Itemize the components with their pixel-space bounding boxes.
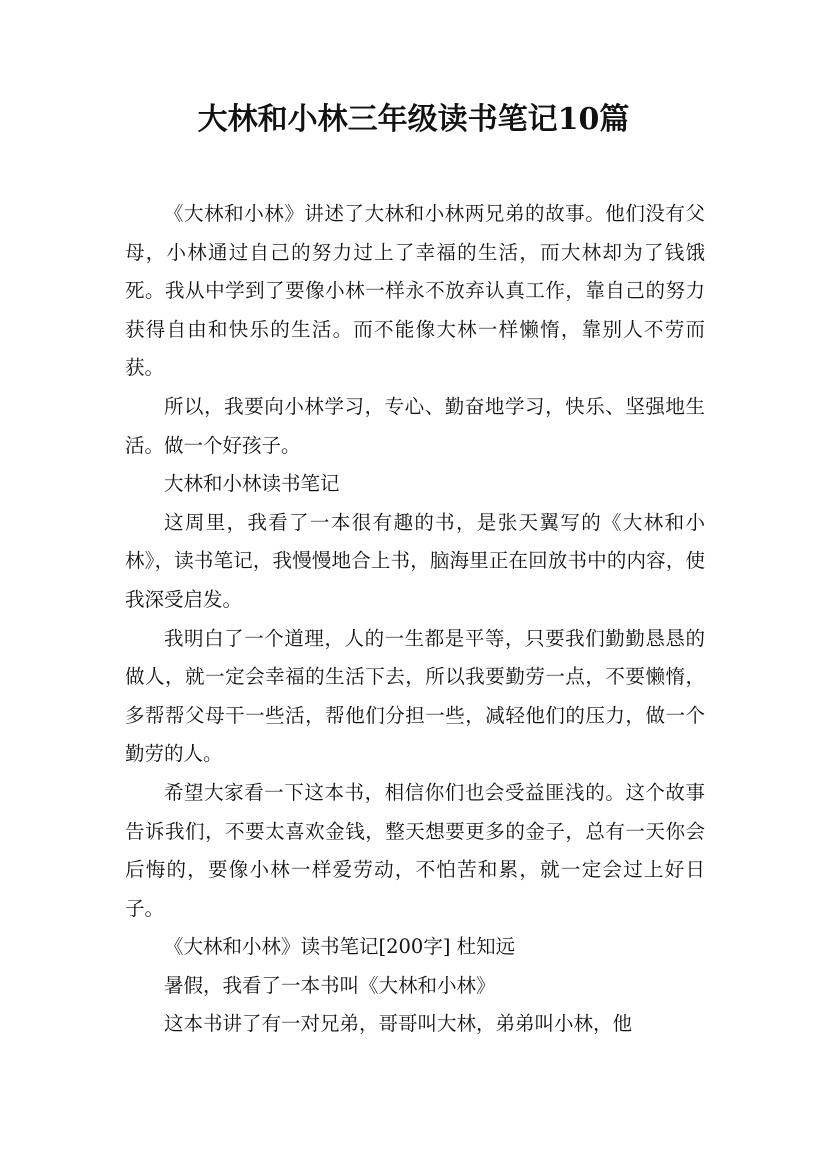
paragraph: 这本书讲了有一对兄弟，哥哥叫大林，弟弟叫小林，他 (164, 1012, 633, 1036)
paragraph: 希望大家看一下这本书，相信你们也会受益匪浅的。这个故事告诉我们，不要太喜欢金钱，整天想要更多的金子，总有一天你会后悔的，要像小林一样爱劳动，不怕苦和累，就一定会过上好日子。 (125, 780, 705, 920)
document-title: 大林和小林三年级读书笔记10篇 (197, 102, 630, 137)
paragraph: 所以，我要向小林学习，专心、勤奋地学习，快乐、坚强地生活。做一个好孩子。 (125, 394, 705, 457)
section-heading: 《大林和小林》读书笔记[200字] 杜知远 (164, 935, 516, 959)
section-heading: 大林和小林读书笔记 (164, 472, 340, 496)
paragraph: 《大林和小林》讲述了大林和小林两兄弟的故事。他们没有父母，小林通过自己的努力过上了幸福的生活，而大林却为了钱饿死。我从中学到了要像小林一样永不放弃认真工作，靠自己的努力获得自由和快乐的生活。而不能像大林一样懒惰，靠别人不劳而获。 (125, 202, 705, 380)
paragraph: 我明白了一个道理，人的一生都是平等，只要我们勤勤恳恳的做人，就一定会幸福的生活下去，所以我要勤劳一点，不要懒惰，多帮帮父母干一些活，帮他们分担一些，减轻他们的压力，做一个勤劳的人。 (125, 626, 705, 766)
paragraph: 这周里，我看了一本很有趣的书，是张天翼写的《大林和小林》，读书笔记，我慢慢地合上书，脑海里正在回放书中的内容，使我深受启发。 (125, 510, 705, 611)
paragraph: 暑假，我看了一本书叫《大林和小林》 (164, 973, 496, 997)
document-body (125, 195, 705, 1044)
